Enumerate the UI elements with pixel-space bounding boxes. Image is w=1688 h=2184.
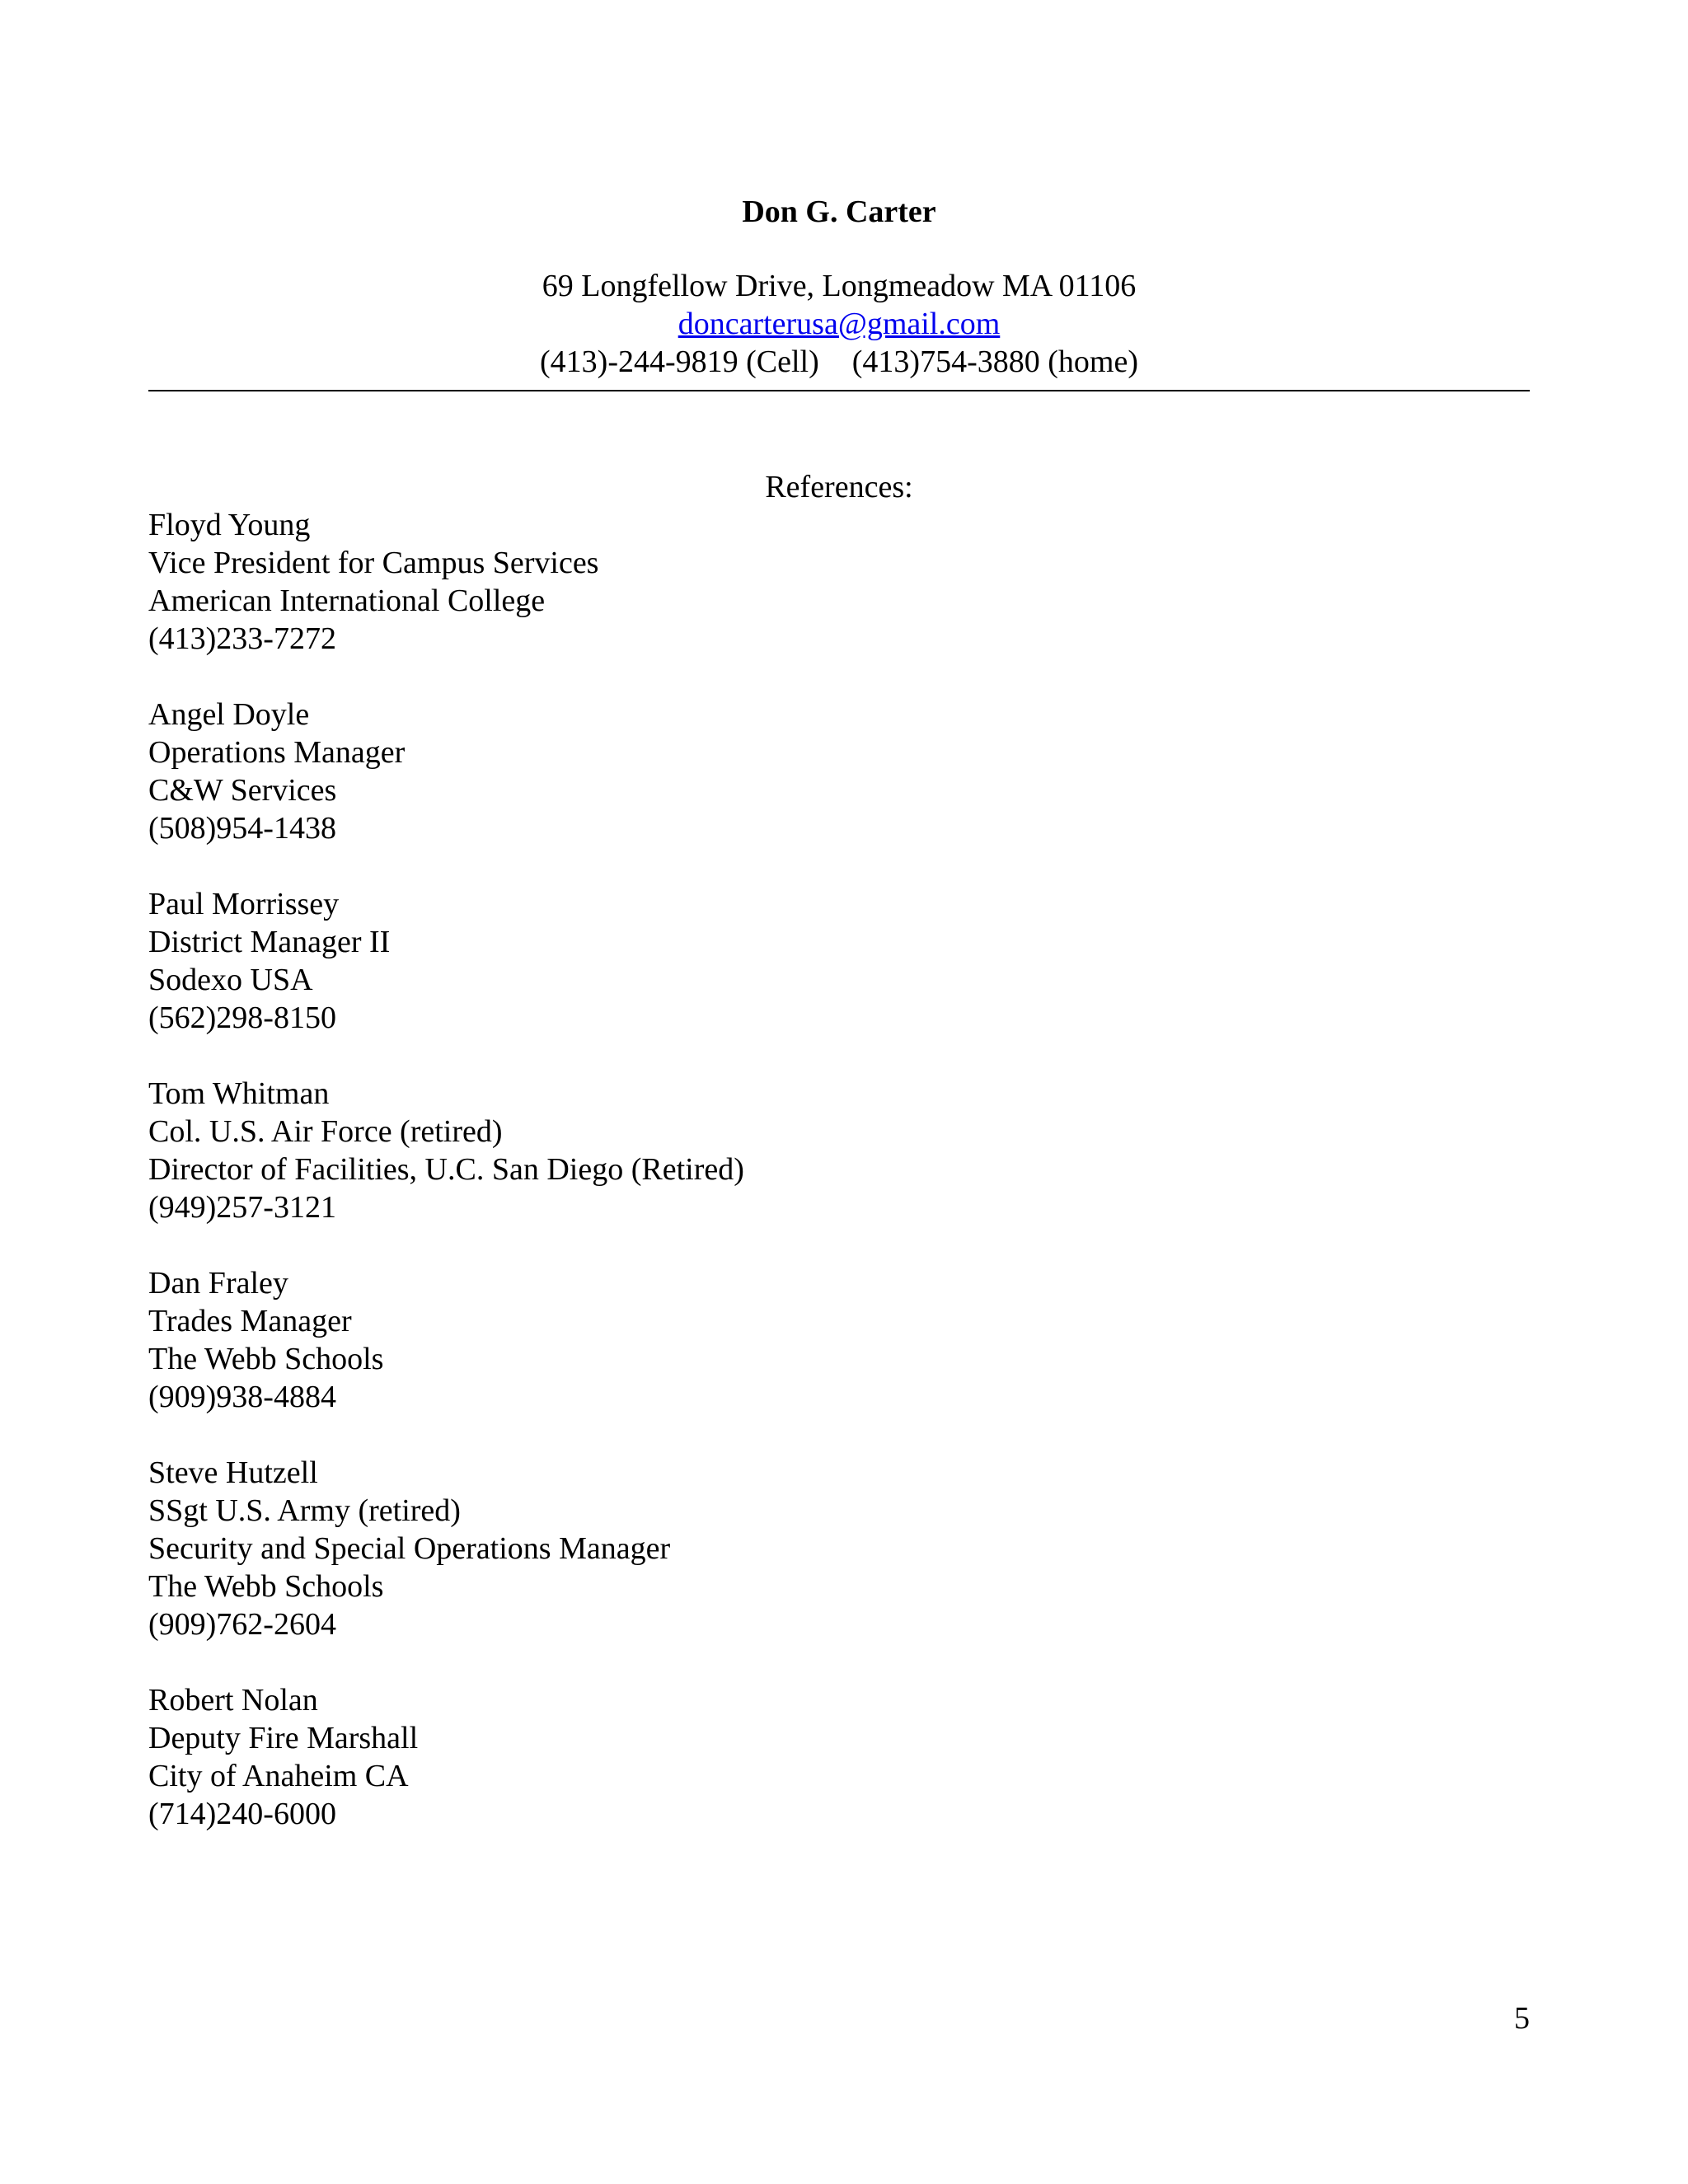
reference-title: SSgt U.S. Army (retired) [148, 1493, 461, 1528]
email-link[interactable]: doncarterusa@gmail.com [678, 307, 1001, 341]
reference-phone: (949)257-3121 [148, 1190, 336, 1225]
reference-title: Security and Special Operations Manager [148, 1531, 671, 1566]
author-name: Don G. Carter [742, 194, 936, 229]
reference-entry [148, 1264, 1302, 1416]
contact-block [148, 267, 1530, 381]
reference-entry [148, 1454, 1302, 1643]
reference-entry [148, 696, 1302, 847]
reference-name: Robert Nolan [148, 1683, 318, 1718]
reference-title: Operations Manager [148, 735, 406, 770]
page-number: 5 [1514, 2001, 1530, 2036]
reference-organization: The Webb Schools [148, 1569, 384, 1604]
references-heading: References: [765, 470, 913, 504]
reference-title: Col. U.S. Air Force (retired) [148, 1114, 503, 1149]
reference-entry [148, 885, 1302, 1037]
phone-line [148, 343, 1530, 381]
reference-name: Tom Whitman [148, 1076, 330, 1111]
reference-entry [148, 1075, 1302, 1226]
reference-organization: Director of Facilities, U.C. San Diego (Retired) [148, 1152, 744, 1187]
reference-name: Floyd Young [148, 508, 311, 542]
reference-organization: Sodexo USA [148, 963, 313, 997]
reference-phone: (508)954-1438 [148, 811, 336, 846]
letterhead [148, 193, 1530, 381]
reference-name: Angel Doyle [148, 697, 310, 732]
reference-title: Vice President for Campus Services [148, 546, 599, 580]
reference-title: District Manager II [148, 925, 391, 959]
phone-cell: (413)-244-9819 (Cell) [540, 344, 819, 379]
email-line [148, 305, 1530, 343]
reference-phone: (909)762-2604 [148, 1607, 336, 1642]
address-line: 69 Longfellow Drive, Longmeadow MA 01106 [542, 269, 1137, 303]
reference-organization: C&W Services [148, 773, 337, 808]
reference-name: Steve Hutzell [148, 1455, 318, 1490]
reference-name: Paul Morrissey [148, 887, 340, 921]
reference-phone: (562)298-8150 [148, 1001, 336, 1035]
reference-title: Deputy Fire Marshall [148, 1721, 419, 1755]
references-list [148, 506, 1302, 1871]
phone-home: (413)754-3880 (home) [851, 344, 1138, 379]
reference-organization: City of Anaheim CA [148, 1759, 409, 1793]
reference-organization: American International College [148, 583, 546, 618]
reference-entry [148, 1681, 1302, 1833]
reference-phone: (714)240-6000 [148, 1797, 336, 1831]
reference-phone: (413)233-7272 [148, 621, 336, 656]
reference-phone: (909)938-4884 [148, 1380, 336, 1414]
reference-organization: The Webb Schools [148, 1342, 384, 1376]
header-divider [148, 390, 1530, 391]
reference-entry [148, 506, 1302, 658]
reference-name: Dan Fraley [148, 1266, 288, 1301]
reference-title: Trades Manager [148, 1304, 352, 1338]
